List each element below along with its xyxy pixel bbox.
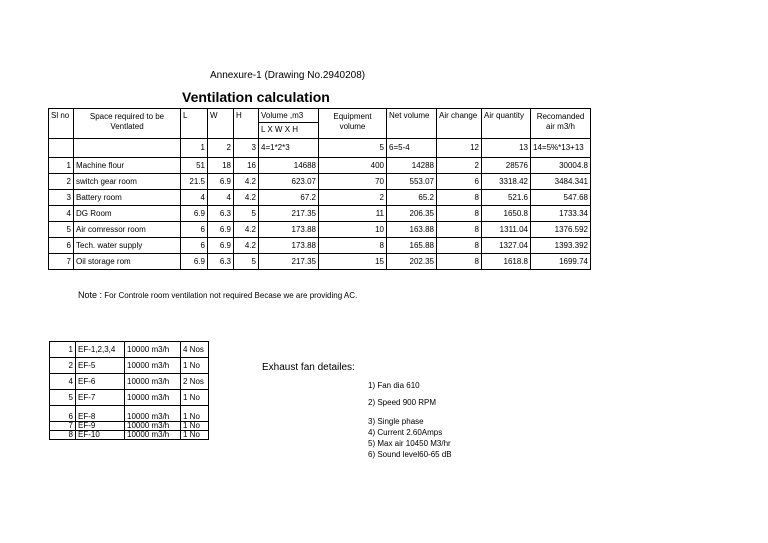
row-l: 6 [181, 238, 208, 254]
fan-qty: 2 Nos [181, 374, 209, 390]
row-recommended: 1699.74 [531, 254, 591, 270]
table-row [50, 342, 209, 358]
row-recommended: 3484.341 [531, 174, 591, 190]
row-l: 21.5 [181, 174, 208, 190]
fan-id: EF-10 [76, 431, 125, 440]
exhaust-detail: 4) Current 2.60Amps [368, 428, 443, 437]
fan-id: EF-8 [76, 406, 125, 422]
row-w: 6.3 [208, 254, 234, 270]
row-air-change: 8 [437, 238, 482, 254]
fan-id: EF-7 [76, 390, 125, 406]
row-net: 65.2 [387, 190, 437, 206]
table-row [49, 174, 591, 190]
row-recommended: 30004.8 [531, 158, 591, 174]
fan-number: 8 [50, 431, 76, 440]
fan-number: 1 [50, 342, 76, 358]
row-volume: 623.07 [259, 174, 319, 190]
exhaust-detail: 5) Max air 10450 M3/hr [368, 439, 451, 448]
row-air-change: 8 [437, 222, 482, 238]
row-h: 4.2 [234, 238, 259, 254]
fan-flow: 10000 m3/h [125, 374, 181, 390]
row-net: 165.88 [387, 238, 437, 254]
row-net: 553.07 [387, 174, 437, 190]
table-row [49, 158, 591, 174]
row-air-quantity: 3318.42 [482, 174, 531, 190]
row-equipment: 8 [319, 238, 387, 254]
index-cell: 14=5%*13+13 [531, 139, 591, 158]
index-cell: 13 [482, 139, 531, 158]
row-air-quantity: 1650.8 [482, 206, 531, 222]
exhaust-detail: 2) Speed 900 RPM [368, 398, 437, 407]
header-space: Space required to be Ventlated [74, 109, 181, 139]
row-h: 4.2 [234, 222, 259, 238]
exhaust-title: Exhaust fan detailes: [262, 362, 355, 373]
table-row [49, 254, 591, 270]
row-h: 4.2 [234, 190, 259, 206]
row-sl: 5 [49, 222, 74, 238]
table-row [49, 238, 591, 254]
index-cell: 12 [437, 139, 482, 158]
row-air-change: 6 [437, 174, 482, 190]
note-label: Note : [78, 290, 103, 300]
row-equipment: 400 [319, 158, 387, 174]
table-row [50, 358, 209, 374]
table-row [50, 374, 209, 390]
row-volume: 217.35 [259, 254, 319, 270]
row-space: Machine flour [74, 158, 181, 174]
row-equipment: 10 [319, 222, 387, 238]
fan-number: 5 [50, 390, 76, 406]
row-sl: 3 [49, 190, 74, 206]
row-recommended: 1733.34 [531, 206, 591, 222]
fan-flow: 10000 m3/h [125, 431, 181, 440]
ventilation-table [48, 108, 591, 270]
row-sl: 2 [49, 174, 74, 190]
note-text: For Controle room ventilation not required Becase we are providing AC. [104, 291, 358, 300]
exhaust-fan-table [49, 341, 209, 440]
row-space: DG Room [74, 206, 181, 222]
row-equipment: 2 [319, 190, 387, 206]
fan-qty: 1 No [181, 406, 209, 422]
index-row [49, 139, 591, 158]
row-net: 163.88 [387, 222, 437, 238]
fan-number: 6 [50, 406, 76, 422]
row-net: 202.35 [387, 254, 437, 270]
exhaust-detail: 1) Fan dia 610 [368, 381, 420, 390]
row-h: 16 [234, 158, 259, 174]
fan-number: 7 [50, 422, 76, 431]
fan-id: EF-9 [76, 422, 125, 431]
row-space: Battery room [74, 190, 181, 206]
fan-qty: 1 No [181, 390, 209, 406]
index-cell: 5 [319, 139, 387, 158]
row-volume: 217.35 [259, 206, 319, 222]
row-volume: 173.88 [259, 238, 319, 254]
row-l: 6 [181, 222, 208, 238]
row-space: Air comressor room [74, 222, 181, 238]
row-space: Oil storage rom [74, 254, 181, 270]
header-net-volume: Net volume [387, 109, 437, 139]
row-volume: 173.88 [259, 222, 319, 238]
fan-number: 4 [50, 374, 76, 390]
header-equipment: Equipment volume [319, 109, 387, 139]
header-volume: Volume ,m3 [259, 109, 319, 123]
row-w: 6.3 [208, 206, 234, 222]
table-row [50, 390, 209, 406]
row-space: switch gear room [74, 174, 181, 190]
row-air-quantity: 1311.04 [482, 222, 531, 238]
note [78, 290, 357, 300]
row-air-quantity: 1327.04 [482, 238, 531, 254]
fan-id: EF-1,2,3,4 [76, 342, 125, 358]
row-l: 6.9 [181, 254, 208, 270]
row-air-change: 8 [437, 190, 482, 206]
row-sl: 6 [49, 238, 74, 254]
row-equipment: 70 [319, 174, 387, 190]
index-cell: 2 [208, 139, 234, 158]
exhaust-detail: 6) Sound level60-65 dB [368, 450, 452, 459]
header-w: W [208, 109, 234, 139]
table-row [49, 222, 591, 238]
row-air-change: 2 [437, 158, 482, 174]
fan-qty: 1 No [181, 358, 209, 374]
fan-flow: 10000 m3/h [125, 390, 181, 406]
header-sl: Sl no [49, 109, 74, 139]
row-air-change: 8 [437, 254, 482, 270]
header-volume-formula: L X W X H [259, 123, 319, 139]
row-air-quantity: 1618.8 [482, 254, 531, 270]
fan-id: EF-5 [76, 358, 125, 374]
row-net: 206.35 [387, 206, 437, 222]
row-h: 5 [234, 254, 259, 270]
row-sl: 7 [49, 254, 74, 270]
row-l: 6.9 [181, 206, 208, 222]
header-air-quantity: Air quantity [482, 109, 531, 139]
fan-flow: 10000 m3/h [125, 358, 181, 374]
row-net: 14288 [387, 158, 437, 174]
row-air-change: 8 [437, 206, 482, 222]
header-air-change: Air change [437, 109, 482, 139]
row-h: 5 [234, 206, 259, 222]
fan-number: 2 [50, 358, 76, 374]
fan-id: EF-6 [76, 374, 125, 390]
table-row [49, 190, 591, 206]
row-volume: 14688 [259, 158, 319, 174]
table-row [49, 206, 591, 222]
row-recommended: 1376.592 [531, 222, 591, 238]
row-equipment: 11 [319, 206, 387, 222]
row-w: 18 [208, 158, 234, 174]
index-cell: 1 [181, 139, 208, 158]
row-l: 4 [181, 190, 208, 206]
page-title: Ventilation calculation [182, 89, 330, 105]
row-sl: 1 [49, 158, 74, 174]
header-h: H [234, 109, 259, 139]
row-volume: 67.2 [259, 190, 319, 206]
row-w: 4 [208, 190, 234, 206]
index-cell: 6=5-4 [387, 139, 437, 158]
row-w: 6.9 [208, 174, 234, 190]
row-recommended: 1393.392 [531, 238, 591, 254]
fan-flow: 10000 m3/h [125, 406, 181, 422]
fan-qty: 1 No [181, 422, 209, 431]
fan-flow: 10000 m3/h [125, 342, 181, 358]
index-cell: 3 [234, 139, 259, 158]
annexure-label: Annexure-1 (Drawing No.2940208) [210, 70, 366, 81]
header-l: L [181, 109, 208, 139]
row-air-quantity: 521.6 [482, 190, 531, 206]
table-row [50, 431, 209, 440]
row-equipment: 15 [319, 254, 387, 270]
row-recommended: 547.68 [531, 190, 591, 206]
row-w: 6.9 [208, 222, 234, 238]
fan-qty: 1 No [181, 431, 209, 440]
table-row [50, 406, 209, 422]
table-header-row [49, 109, 591, 123]
header-recommended: Recomanded air m3/h [531, 109, 591, 139]
row-w: 6.9 [208, 238, 234, 254]
fan-flow: 10000 m3/h [125, 422, 181, 431]
row-h: 4.2 [234, 174, 259, 190]
row-air-quantity: 28576 [482, 158, 531, 174]
row-sl: 4 [49, 206, 74, 222]
exhaust-detail: 3) Single phase [368, 417, 424, 426]
row-space: Tech. water supply [74, 238, 181, 254]
index-cell: 4=1*2*3 [259, 139, 319, 158]
fan-qty: 4 Nos [181, 342, 209, 358]
row-l: 51 [181, 158, 208, 174]
